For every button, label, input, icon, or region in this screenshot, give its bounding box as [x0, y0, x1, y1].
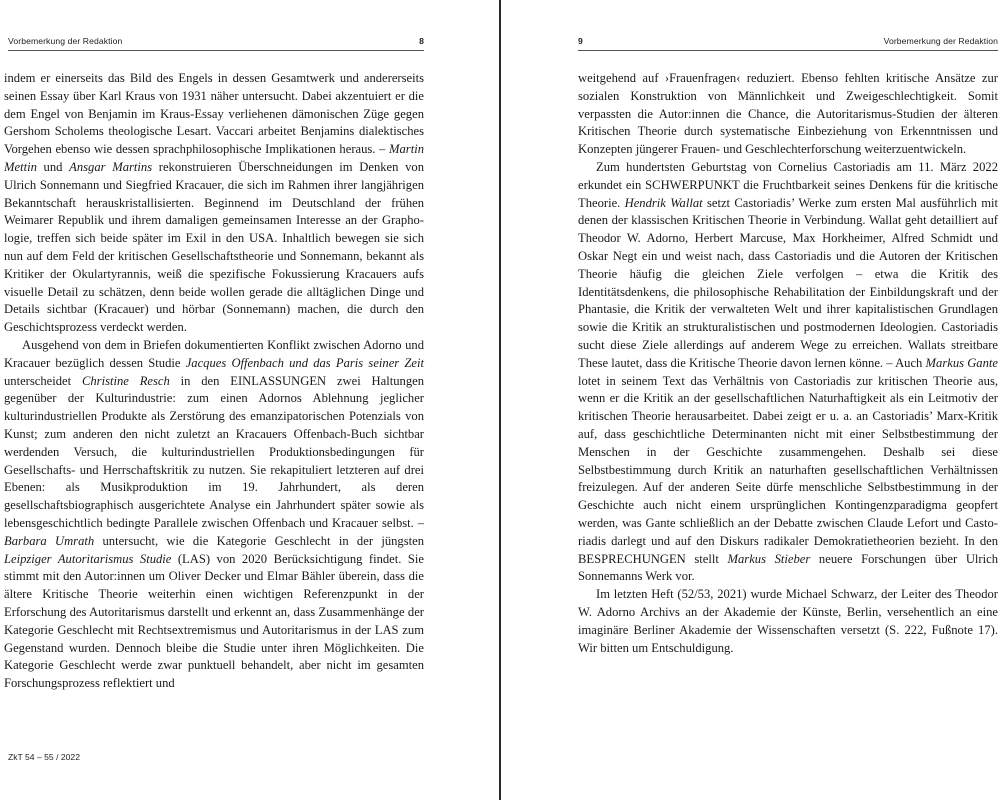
left-header-rule: [8, 50, 424, 51]
italic-name: Markus Stieber: [727, 551, 811, 566]
right-paragraph-2: Zum hundertsten Geburtstag von Cornelius Castoriadis am 11. März 2022 erkundet ein SCHWERPUNKT die Fruchtbarkeit seines Denkens für die kritische Theorie. Hendrik Wallat setzt Castoriadis’ Werke zum ersten Mal ausführlich mit denen der klassischen Kritischen Theorie in Verbindung. Wallat geht detailliert auf Theodor W. Adorno, Herbert Marcuse, Max Horkheimer, Alfred Schmidt und Oskar Negt ein und weist nach, dass Castoriadis und die Autoren der Kritischen Theorie häufig die gleichen Ziele verfolgen – etwa die Kritik des Identitätsdenkens, die philosophische Rehabilitation der Einbildungskraft und der Phantasie, die Kritik der verwalteten Welt und ihrer kapitalistischen Grundlagen sowie die Kritik an strukturalistischen und postmodernen Ideologien. Castoriadis sucht diese Ziele allerdings auf anderem Wege zu erreichen. Wallats streitbare These lautet, dass die Kritische Theorie davon lernen könne. – Auch Markus Gante lotet in seinem Text das Verhältnis von Castoriadis zur kritischen Theorie aus, wenn er die Kritik an der gesellschaftlichen Naturhaftigkeit als ein Leitmotiv der kritischen Theorie herausarbeitet. Dabei zeigt er u. a. an Castoriadis’ Marx-Kritik auf, dass geschichtliche Determinanten nicht mit einer Selbstbestimmung der Menschen in der Geschichte zusammengehen. Deshalb sei diese Selbstbestimmung durch Kritik an naturhaften gesellschaftlichen Verhältnissen freizulegen. Auf der anderen Seite dürfe menschliche Selbstbestimmung in der Geschichte auch nicht einem ursprünglichen Kontingenzparadigma geopfert werden, was Gante schließlich an der Debatte zwischen Claude Lefort und Castoriadis darlegt und auf den Diskurs radikaler Demokratietheorien bezieht. In den BESPRECHUNGEN stellt Markus Stieber neuere Forschungen über Ulrich Sonnemanns Werk vor.: [578, 159, 998, 584]
left-page-number: 8: [419, 36, 424, 46]
right-paragraph-3: Im letzten Heft (52/53, 2021) wurde Michael Schwarz, der Leiter des Theodor W. Adorno Archivs an der Akademie der Künste, Berlin, versehentlich an eine imaginäre Berliner Akademie der Wissenschaften versetzt (S. 222, Fußnote 17). Wir bitten um Entschuldigung.: [578, 587, 998, 655]
italic-name: Hendrik Wallat: [624, 195, 703, 210]
italic-name: Martin Mettin: [4, 142, 424, 174]
left-body-text: [4, 70, 424, 693]
left-paragraph-2: Ausgehend von dem in Briefen dokumentierten Konflikt zwischen Adorno und Kracauer bezüglich dessen Studie Jacques Offenbach und das Paris seiner Zeit unterscheidet Christine Resch in den EINLASSUNGEN zwei Haltungen gegenüber der Kulturindustrie: zum einen Adornos Ablehnung jeglicher kulturindustriellen Produkte als Zerstörung des emanzipatorischen Potenzials von Kunst; zum anderen den nicht zuletzt an Kracauers Offenbach-Buch sichtbar werdenden Versuch, die kulturindustriellen Produktionsbedingungen für Gesellschafts- und Herrschaftskritik zu nutzen. Sie rekapituliert letzteren auf drei Ebenen: als Musikproduktion im 19. Jahrhundert, als deren gesellschaftsbiographisch ausgerichtete Analyse ein Jahrhundert später sowie als lebensgeschichtlich bedingte Parallele zwischen Offenbach und Kracauer selbst. – Barbara Umrath untersucht, wie die Kategorie Geschlecht in der jüngsten Leipziger Autoritarismus Studie (LAS) von 2020 Berücksichtigung findet. Sie stimmt mit den Autor:innen um Oliver Decker und Elmar Bähler überein, dass die ältere Kritische Theorie weiterhin einen wichtigen Referenzpunkt in der Erforschung des Autoritarismus darstellt und erkennt an, dass Zusammenhänge der Kategorie Geschlecht mit Rechtsextremismus und Autoritarismus in der LAS zum Gegenstand wurden. Dennoch bleibe die Studie unter ihren Möglichkeiten. Die Kategorie Geschlecht werde zwar punktuell behandelt, aber nicht im gesamten Forschungsprozess reflektiert und: [4, 337, 425, 691]
italic-name: Barbara Umrath: [4, 533, 95, 548]
left-running-head-title: Vorbemerkung der Redaktion: [8, 36, 123, 46]
left-paragraph-1: indem er einerseits das Bild des Engels in dessen Gesamtwerk und andererseits seinen Essay über Karl Kraus von 1931 näher untersucht. Dabei akzentuiert er die dem Engel von Benjamin im Kraus-Essay verliehenen dämonischen Züge gegen Gershom Scholems theologische Lesart. Vaccari arbeitet Benjamins dialektisches Vorgehen ebenso wie dessen sprachphilosophische Implikationen heraus. – Martin Mettin und Ansgar Martins rekonstruieren Überschneidungen im Denken von Ulrich Sonnemann und Siegfried Kracauer, die sich im Rahmen ihrer langjährigen Bekanntschaft herauskristallisierten. Beginnend im Deutschland der frühen Weimarer Republik und ihrem damaligen gemeinsamen Interesse an der Graphologie, treffen sich beide später im Exil in den USA. Inhaltlich bewegen sie sich nun auf dem Feld der kritischen Gesellschaftstheorie und Sonnemann, bekannt als Kritiker der Okulartyrannis, weiß die spezifische Fokussierung Kracauers aufs visuelle Detail zu schätzen, denn beide wollen gerade die alltäglichen Dinge und Details sichtbar (Kracauer) und hörbar (Sonnemann) machen, die durch den Geschichtsprozess verdeckt werden.: [4, 71, 425, 335]
italic-name: Jacques Offenbach und das Paris seiner Zeit: [185, 355, 424, 370]
italic-name: Leipziger Autoritarismus Studie: [4, 551, 172, 566]
italic-name: Ansgar Martins: [69, 159, 153, 174]
italic-name: Christine Resch: [81, 373, 170, 388]
journal-footer: ZkT 54 – 55 / 2022: [8, 752, 80, 762]
right-running-header: [578, 36, 998, 50]
right-header-rule: [578, 50, 998, 51]
italic-name: Markus Gante: [925, 355, 998, 370]
right-running-head-title: Vorbemerkung der Redaktion: [883, 36, 998, 46]
right-body-text: [578, 70, 998, 657]
right-paragraph-1: weitgehend auf ›Frauenfragen‹ reduziert. Ebenso fehlten kritische Ansätze zur sozialen Konstruktion von Männlichkeit und Zweigeschlechtigkeit. Somit verpassten die Autor:innen die Chance, die Autoritarismus-Studien der älteren Kritischen Theorie durch systematische Einbeziehung von Erkenntnissen und Konzepten jüngerer Frauen- und Geschlechterforschung weiterzuentwickeln.: [578, 71, 998, 157]
left-running-header: [8, 36, 424, 50]
right-page-number: 9: [578, 36, 583, 46]
right-page: [500, 0, 1000, 800]
